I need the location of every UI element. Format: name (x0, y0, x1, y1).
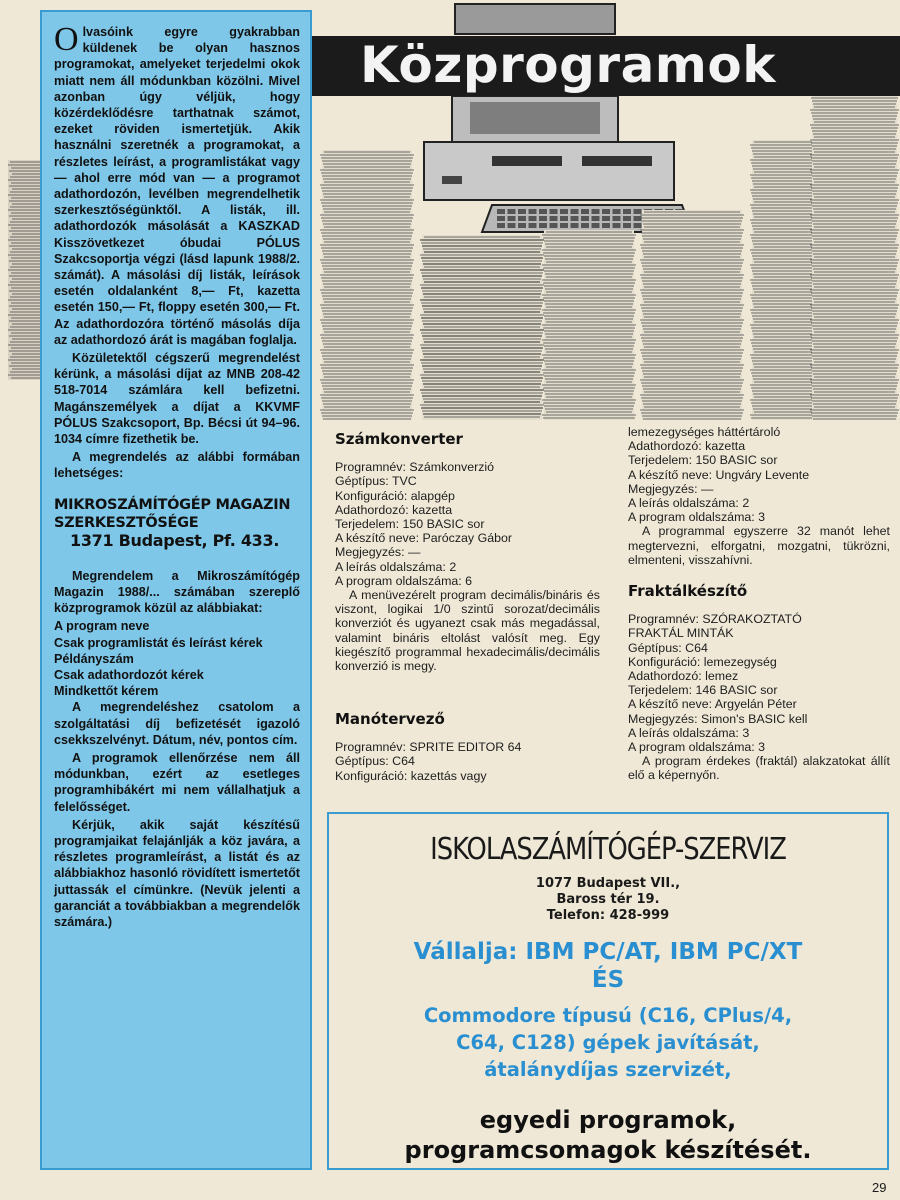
article-description: A program érdekes (fraktál) alakzatokat állít elő a képernyőn. (628, 754, 890, 783)
article-description: A menüvezérelt program decimális/bináris és viszont, logikai 1/0 szintű sorozat/decimális konverziót és ugyanezt csak más megadással, valamint bináris eltolást valósít meg. Egy kiegészítő programmal hexadecimális/decimális konverzió is megy. (335, 588, 600, 674)
order-text: Megrendelem a Mikroszámítógép Magazin 1988/... számában szereplő közprogramok közül az alábbiakat: (54, 568, 300, 616)
ad-services-detail: Commodore típusú (C16, CPlus/4, C64, C128) gépek javítását, átalánydíjas szervizét, (423, 1004, 793, 1081)
ad-address: 1077 Budapest VII., Baross tér 19. Telefon: 428-999 (535, 876, 681, 923)
order-form-intro: A megrendelés az alábbi formában lehetséges: (54, 450, 300, 481)
list-item: A program neve (54, 619, 150, 634)
paper-stack (420, 235, 544, 420)
article-manotervezo: Manótervező Programnév: SPRITE EDITOR 64 Géptípus: C64 Konfiguráció: kazettás vagy (335, 712, 600, 783)
paper-stack-left-illustration (8, 160, 42, 380)
drop-cap: O (54, 21, 79, 58)
article-description: A programmal egyszerre 32 manót lehet megtervezni, elforgatni, mozgatni, tükrözni, elmenteni, visszahívni. (628, 524, 890, 567)
intro-paragraph: Olvasóink egyre gyakrabban küldenek be olyan hasznos programokat, amelyeket terjedelmi okok miatt nem áll módunkban közölni. Mivel azonban úgy véljük, hogy közérdeklődésre tarthatnak számot, ezeket röviden ismertetjük. Akik használni szeretnék a programokat, a részletes leírást, a programlistákat vagy — ahol erre mód van — a programot adathordozón, levélben megrendelhetik szerkesztőségünktől. A listák, ill. adathordozók másolását a KASZKAD Kisszövetkezet óbudai PÓLUS Szakcsoportja végzi (lásd lapunk 1988/2. számát). A másolási díj listák, leírások esetén oldalanként 8,— Ft, kazetta esetén 150,— Ft, floppy esetén 300,— Ft. Az adathordozóra történő másolás díja az adathordozó árát is magában foglalja. (54, 21, 300, 347)
article-title: Fraktálkészítő (628, 582, 748, 600)
service-advertisement (327, 812, 889, 1170)
ad-services-headline: Vállalja: IBM PC/AT, IBM PC/XT ÉS (413, 939, 803, 993)
page-title: Közprogramok (360, 36, 777, 94)
editorial-address: MIKROSZÁMÍTÓGÉP MAGAZIN SZERKESZTŐSÉGE 1371 Budapest, Pf. 433. (54, 496, 291, 550)
order-options-list (54, 618, 300, 699)
article-fraktalkeszito: Fraktálkészítő Programnév: SZÓRAKOZTATÓ FRAKTÁL MINTÁK Géptípus: C64 Konfiguráció: lemezegység Adathordozó: lemez Terjedelem: 146 BASIC sor A készítő neve: Argyelán Péter Megjegyzés: Simon's BASIC kell A leírás oldalszáma: 3 A program oldalszáma: 3 A program érdekes (fraktál) alakzatokat állít elő a képernyőn. (628, 582, 890, 783)
list-item: Csak adathordozót kérek (54, 667, 204, 682)
article-szamkonverter: Számkonverter Programnév: Számkonverzió Géptípus: TVC Konfiguráció: alapgép Adathordozó: kazetta Terjedelem: 150 BASIC sor A készítő neve: Paróczay Gábor Megjegyzés: — A leírás oldalszáma: 2 A program oldalszáma: 6 A menüvezérelt program decimális/bináris és viszont, logikai 1/0 szintű sorozat/decimális konverziót és ugyanezt csak más megadással, valamint bináris eltolást valósít meg. Egy kiegészítő programmal hexadecimális/decimális konverzió is megy. (335, 430, 600, 674)
article-title: Manótervező (335, 710, 445, 728)
payment-paragraph: Közületektől cégszerű megrendelést kérünk, a másolási díjat az MNB 208-42 518-7014 számlára kell befizetni. Magánszemélyek a díjat a KKVMF PÓLUS Szakcsoport, Bp. Bécsi út 94–96. 1034 címre fizethetik be. (54, 351, 300, 447)
page-number: 29 (872, 1180, 887, 1195)
paper-stack (810, 90, 899, 420)
ad-title: ISKOLASZÁMÍTÓGÉP-SZERVIZ (430, 832, 786, 867)
submission-paragraph: Kérjük, akik saját készítésű programjaikat felajánlják a köz javára, a részletes programleírást, a listát és az alábbiakhoz hasonló rövidített ismertetőt juttassák el címünkre. (Nevük jelenti a garanciát a továbbiakban a megrendelők számára.) (54, 817, 300, 929)
paper-stack (542, 230, 636, 420)
article-manotervezo-continued: lemezegységes háttértároló Adathordozó: kazetta Terjedelem: 150 BASIC sor A készítő neve: Ungváry Levente Megjegyzés: — A leírás oldalszáma: 2 A program oldalszáma: 3 A programmal egyszerre 32 manót lehet megtervezni, elforgatni, mozgatni, tükrözni, elmenteni, visszahívni. (628, 425, 890, 567)
ordering-info-box (40, 10, 312, 1170)
article-title: Számkonverter (335, 430, 463, 448)
ad-software-offer: egyedi programok, programcsomagok készítését. (404, 1106, 812, 1164)
list-item: Csak programlistát és leírást kérek (54, 635, 263, 650)
list-item: Példányszám (54, 651, 134, 666)
liability-paragraph: A programok ellenőrzése nem áll módunkban, ezért az esetleges programhibákért mi nem vállalhatjuk a felelősséget. (54, 750, 300, 814)
list-item: Mindkettőt kérem (54, 684, 159, 699)
paper-stack (320, 150, 414, 420)
paper-stack (640, 210, 744, 420)
attachment-paragraph: A megrendeléshez csatolom a szolgáltatási díj befizetését igazoló csekkszelvényt. Dátum, név, pontos cím. (54, 700, 300, 747)
